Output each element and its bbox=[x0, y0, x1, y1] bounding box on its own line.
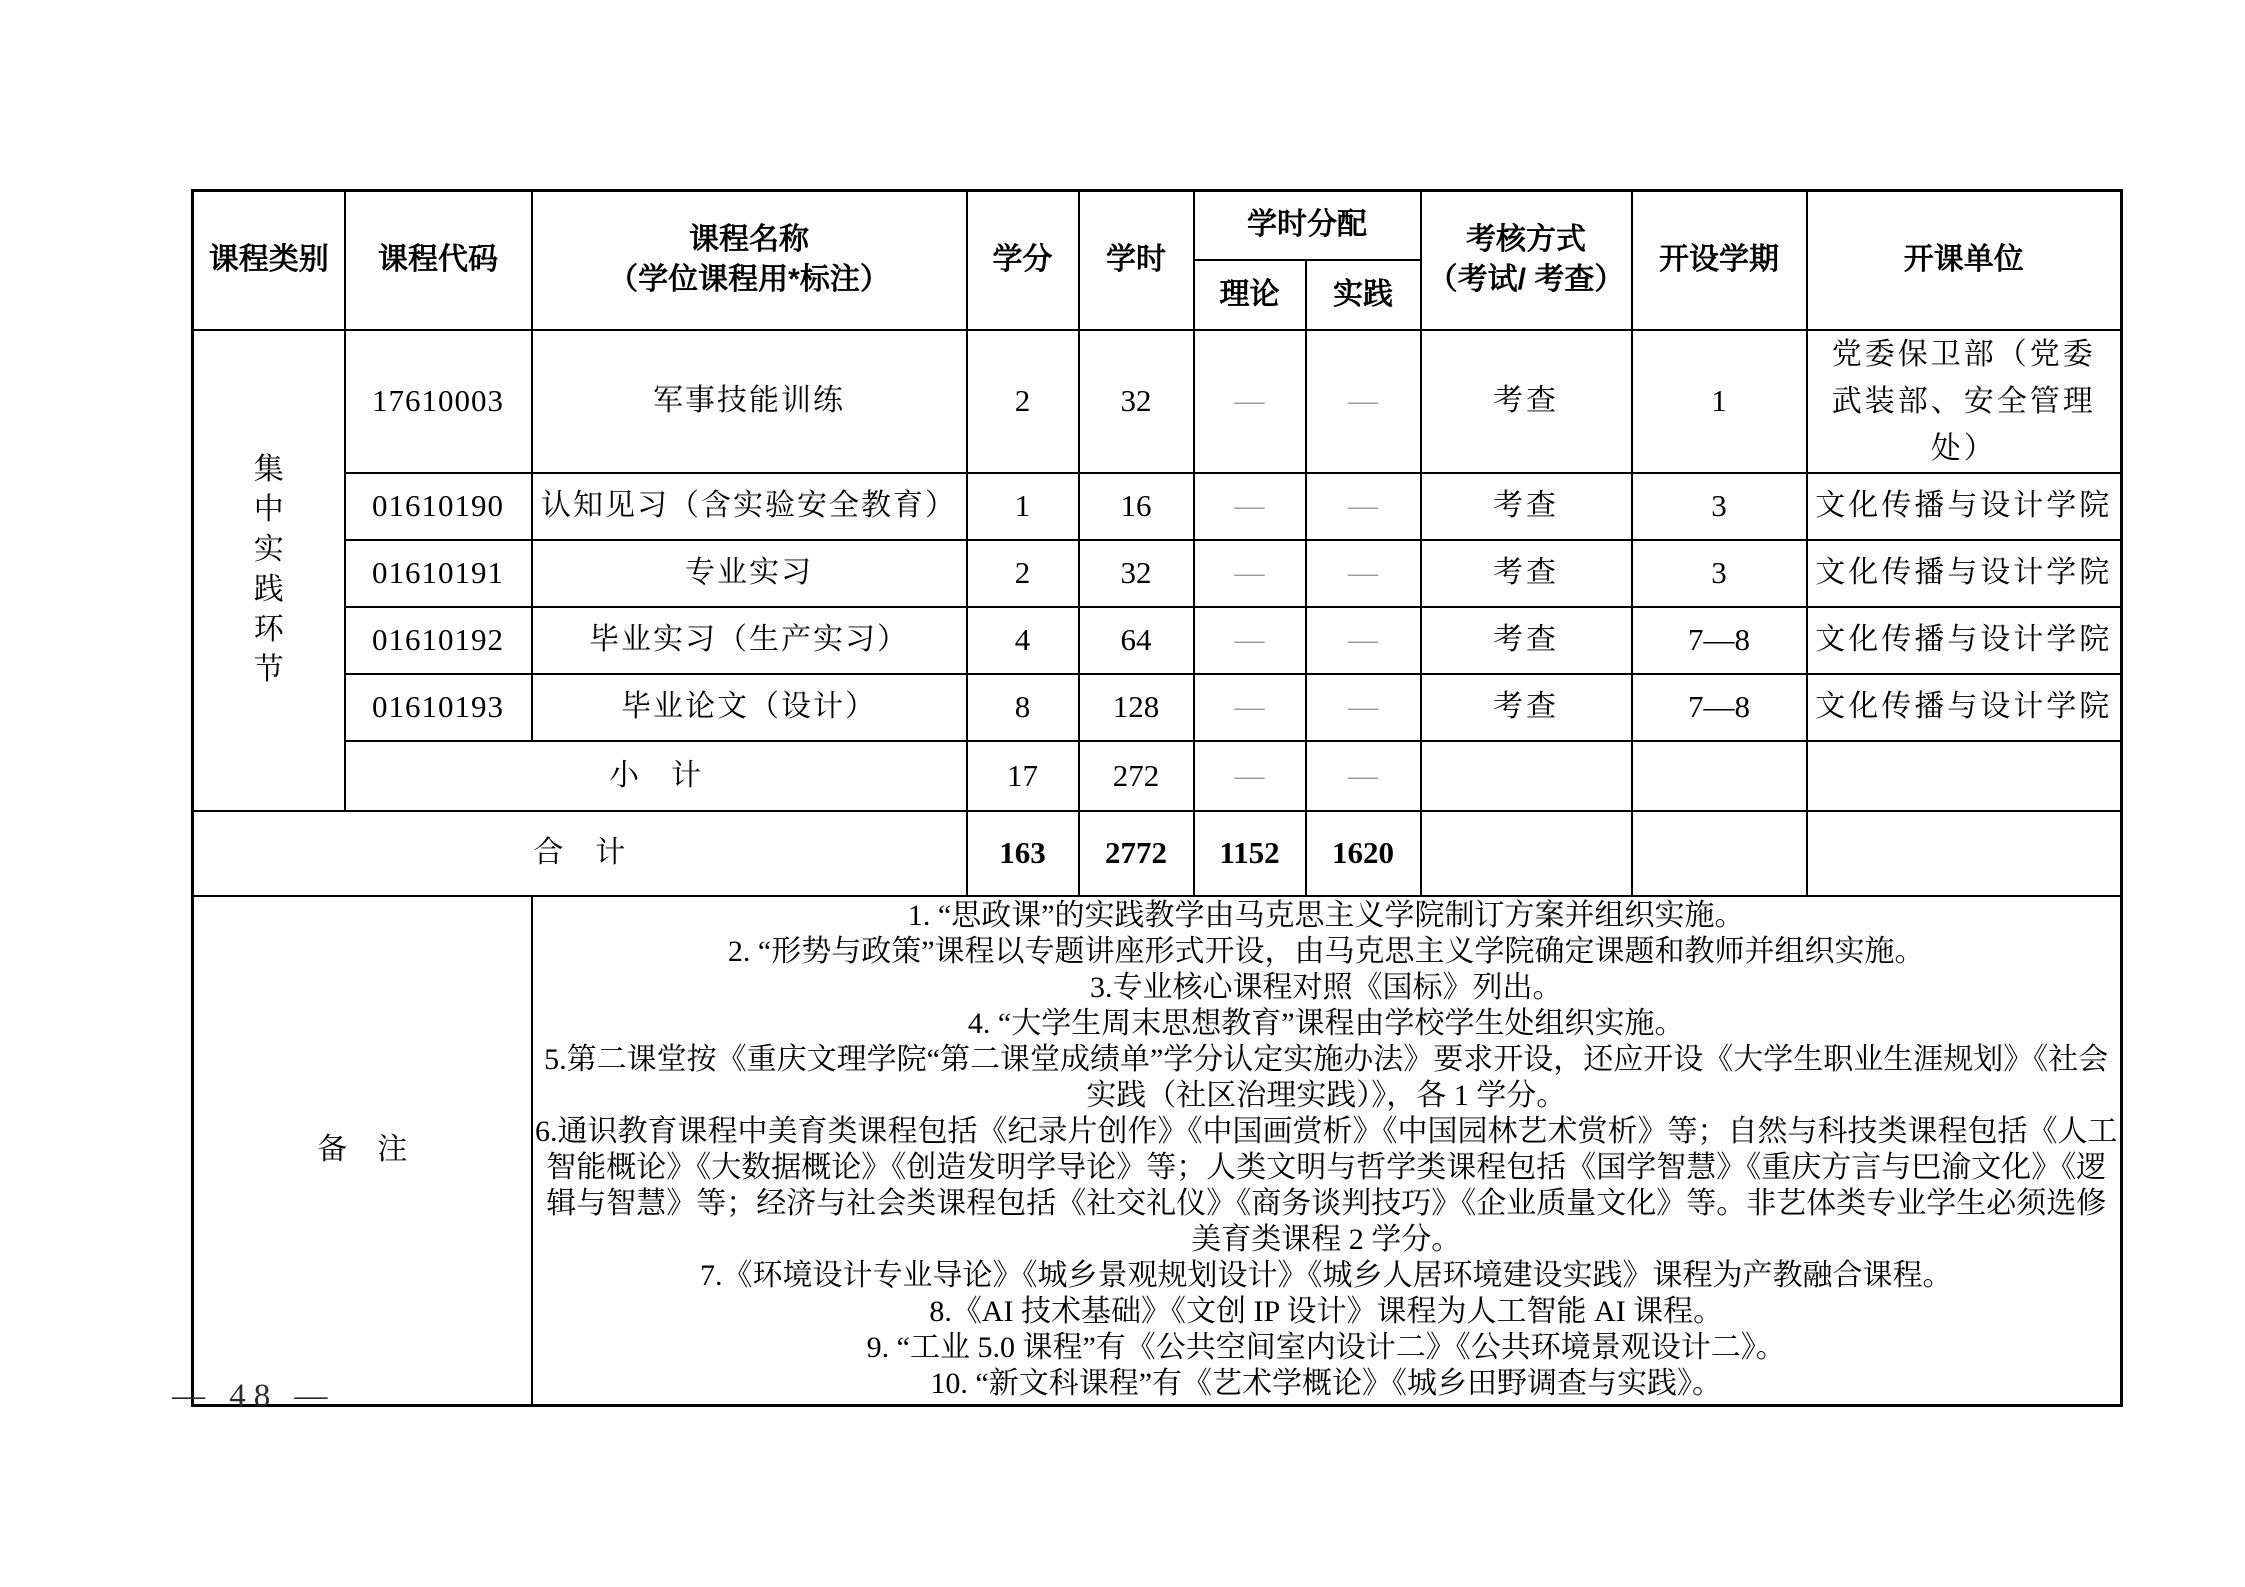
header-code: 课程代码 bbox=[345, 191, 532, 330]
category-char: 环 bbox=[253, 613, 284, 646]
cell-course-name: 认知见习（含实验安全教育） bbox=[532, 473, 967, 540]
total-label: 合 计 bbox=[193, 811, 967, 896]
header-course-name-line1: 课程名称 bbox=[689, 223, 809, 257]
note-item: 10. “新文科课程”有《艺术学概论》《城乡田野调查与实践》。 bbox=[930, 1367, 1723, 1401]
cell-practice-dash: — bbox=[1306, 674, 1421, 741]
header-hour-allocation: 学时分配 bbox=[1194, 191, 1421, 260]
note-item: 9. “工业 5.0 课程”有《公共空间室内设计二》《公共环境景观设计二》。 bbox=[866, 1331, 1786, 1365]
page-number: — 48 — bbox=[172, 1378, 336, 1414]
cell-theory-dash: — bbox=[1194, 540, 1306, 607]
cell-hours: 64 bbox=[1079, 607, 1194, 674]
header-practice: 实践 bbox=[1306, 260, 1421, 330]
remarks-row bbox=[193, 896, 2122, 1406]
total-hours: 2772 bbox=[1079, 811, 1194, 896]
cell-practice-dash: — bbox=[1306, 330, 1421, 473]
header-assessment bbox=[1421, 191, 1632, 330]
subtotal-hours: 272 bbox=[1079, 741, 1194, 811]
cell-assessment: 考查 bbox=[1421, 674, 1632, 741]
subtotal-row bbox=[193, 741, 2122, 811]
total-assessment-empty bbox=[1421, 811, 1632, 896]
cell-assessment: 考查 bbox=[1421, 540, 1632, 607]
cell-semester: 3 bbox=[1632, 540, 1807, 607]
cell-theory-dash: — bbox=[1194, 473, 1306, 540]
course-row-1 bbox=[193, 330, 2122, 473]
total-semester-empty bbox=[1632, 811, 1807, 896]
cell-course-code: 01610191 bbox=[345, 540, 532, 607]
total-theory: 1152 bbox=[1194, 811, 1306, 896]
total-row bbox=[193, 811, 2122, 896]
note-item: 2. “形势与政策”课程以专题讲座形式开设，由马克思主义学院确定课题和教师并组织实施。 bbox=[727, 935, 1925, 969]
course-row-4 bbox=[193, 607, 2122, 674]
course-row-3 bbox=[193, 540, 2122, 607]
cell-course-name: 军事技能训练 bbox=[532, 330, 967, 473]
header-theory: 理论 bbox=[1194, 260, 1306, 330]
cell-practice-dash: — bbox=[1306, 607, 1421, 674]
note-item: 3.专业核心课程对照《国标》列出。 bbox=[1090, 971, 1563, 1005]
cell-unit: 文化传播与设计学院 bbox=[1807, 540, 2122, 607]
cell-course-code: 01610190 bbox=[345, 473, 532, 540]
curriculum-table bbox=[191, 189, 2123, 1407]
total-credits: 163 bbox=[967, 811, 1079, 896]
category-char: 中 bbox=[253, 493, 284, 526]
cell-unit-line1: 党委保卫部（党委 bbox=[1831, 337, 2096, 371]
cell-unit: 文化传播与设计学院 bbox=[1807, 473, 2122, 540]
subtotal-semester-empty bbox=[1632, 741, 1807, 811]
header-assessment-line2: （考试/ 考查） bbox=[1427, 263, 1625, 297]
cell-assessment: 考查 bbox=[1421, 330, 1632, 473]
note-item: 7.《环境设计专业导论》《城乡景观规划设计》《城乡人居环境建设实践》课程为产教融合课程。 bbox=[700, 1259, 1953, 1293]
cell-practice-dash: — bbox=[1306, 473, 1421, 540]
subtotal-assessment-empty bbox=[1421, 741, 1632, 811]
header-row-1 bbox=[193, 191, 2122, 260]
cell-theory-dash: — bbox=[1194, 674, 1306, 741]
cell-semester: 7—8 bbox=[1632, 607, 1807, 674]
note-item: 1. “思政课”的实践教学由马克思主义学院制订方案并组织实施。 bbox=[907, 899, 1745, 933]
header-assessment-line1: 考核方式 bbox=[1466, 223, 1586, 257]
cell-course-name: 专业实习 bbox=[532, 540, 967, 607]
total-practice: 1620 bbox=[1306, 811, 1421, 896]
cell-course-code: 01610192 bbox=[345, 607, 532, 674]
category-char: 节 bbox=[253, 653, 284, 686]
category-char: 实 bbox=[253, 533, 284, 566]
header-category: 课程类别 bbox=[193, 191, 345, 330]
category-char: 集 bbox=[253, 453, 284, 486]
header-semester: 开设学期 bbox=[1632, 191, 1807, 330]
subtotal-theory-dash: — bbox=[1194, 741, 1306, 811]
category-char: 践 bbox=[253, 573, 284, 606]
cell-unit: 文化传播与设计学院 bbox=[1807, 674, 2122, 741]
cell-hours: 32 bbox=[1079, 330, 1194, 473]
cell-practice-dash: — bbox=[1306, 540, 1421, 607]
cell-credits: 1 bbox=[967, 473, 1079, 540]
cell-course-code: 01610193 bbox=[345, 674, 532, 741]
cell-course-name: 毕业论文（设计） bbox=[532, 674, 967, 741]
cell-hours: 16 bbox=[1079, 473, 1194, 540]
cell-assessment: 考查 bbox=[1421, 473, 1632, 540]
course-row-5 bbox=[193, 674, 2122, 741]
subtotal-unit-empty bbox=[1807, 741, 2122, 811]
cell-credits: 4 bbox=[967, 607, 1079, 674]
note-item: 8.《AI 技术基础》《文创 IP 设计》课程为人工智能 AI 课程。 bbox=[929, 1295, 1724, 1329]
remarks-notes-cell bbox=[532, 896, 2122, 1406]
cell-credits: 2 bbox=[967, 540, 1079, 607]
subtotal-label: 小 计 bbox=[345, 741, 967, 811]
cell-assessment: 考查 bbox=[1421, 607, 1632, 674]
note-item: 6.通识教育课程中美育类课程包括《纪录片创作》《中国画赏析》《中国园林艺术赏析》等；自然与科技类课程包括《人工智能概论》《大数据概论》《创造发明学导论》等；人类文明与哲学类课程包括《国学智慧》《重庆方言与巴渝文化》《逻辑与智慧》等；经济与社会类课程包括《社交礼仪》《商务谈判技巧》《企业质量文化》等。非艺体类专业学生必须选修美育类课程 2 学分。 bbox=[535, 1115, 2118, 1257]
cell-course-name: 毕业实习（生产实习） bbox=[532, 607, 967, 674]
cell-hours: 32 bbox=[1079, 540, 1194, 607]
header-hours: 学时 bbox=[1079, 191, 1194, 330]
category-cell bbox=[193, 330, 345, 811]
header-credits: 学分 bbox=[967, 191, 1079, 330]
cell-semester: 3 bbox=[1632, 473, 1807, 540]
note-item: 4. “大学生周末思想教育”课程由学校学生处组织实施。 bbox=[967, 1007, 1685, 1041]
cell-hours: 128 bbox=[1079, 674, 1194, 741]
cell-unit: 文化传播与设计学院 bbox=[1807, 607, 2122, 674]
subtotal-practice-dash: — bbox=[1306, 741, 1421, 811]
cell-credits: 2 bbox=[967, 330, 1079, 473]
subtotal-credits: 17 bbox=[967, 741, 1079, 811]
course-row-2 bbox=[193, 473, 2122, 540]
cell-course-code: 17610003 bbox=[345, 330, 532, 473]
cell-semester: 1 bbox=[1632, 330, 1807, 473]
remarks-label-cell: 备 注 bbox=[193, 896, 532, 1406]
cell-semester: 7—8 bbox=[1632, 674, 1807, 741]
header-unit: 开课单位 bbox=[1807, 191, 2122, 330]
note-item: 5.第二课堂按《重庆文理学院“第二课堂成绩单”学分认定实施办法》要求开设，还应开设《大学生职业生涯规划》《社会实践（社区治理实践）》，各 1 学分。 bbox=[544, 1043, 2109, 1113]
cell-credits: 8 bbox=[967, 674, 1079, 741]
cell-theory-dash: — bbox=[1194, 607, 1306, 674]
total-unit-empty bbox=[1807, 811, 2122, 896]
header-course-name bbox=[532, 191, 967, 330]
header-course-name-line2: （学位课程用*标注） bbox=[608, 263, 890, 297]
cell-unit-line2: 武装部、安全管理处） bbox=[1831, 384, 2096, 465]
cell-unit bbox=[1807, 330, 2122, 473]
cell-theory-dash: — bbox=[1194, 330, 1306, 473]
